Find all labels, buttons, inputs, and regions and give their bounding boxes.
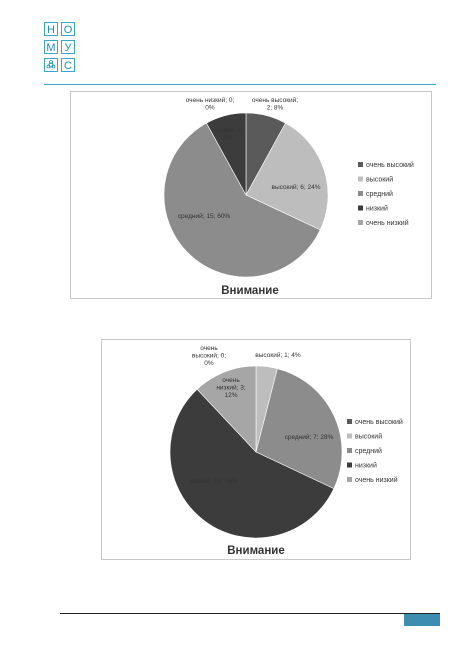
logo-letter: У xyxy=(61,40,75,54)
legend-swatch xyxy=(347,434,352,439)
data-label: очень высокий; 0; 0% xyxy=(191,345,227,367)
legend-swatch xyxy=(358,220,363,225)
data-label: низкий; 14; 56% xyxy=(190,478,238,485)
legend-label: низкий xyxy=(366,205,388,213)
data-label: низкий; 2; 8% xyxy=(213,127,243,142)
data-label: очень высокий; 2; 8% xyxy=(251,97,299,112)
pie-chart xyxy=(102,340,410,559)
data-label: очень низкий; 3; 12% xyxy=(216,377,246,399)
header-divider xyxy=(44,84,436,85)
legend-swatch xyxy=(347,448,352,453)
legend-swatch xyxy=(347,419,352,424)
data-label: средний; 7; 28% xyxy=(284,434,334,441)
data-label: средний; 15; 60% xyxy=(177,213,231,220)
pie-chart xyxy=(71,92,431,298)
legend-swatch xyxy=(358,177,363,182)
legend-label: высокий xyxy=(355,433,383,441)
logo-letter: М xyxy=(44,40,58,54)
data-label: очень низкий; 0; 0% xyxy=(185,97,235,112)
legend-swatch xyxy=(347,463,352,468)
chart-frame xyxy=(70,91,432,299)
page-number-box xyxy=(404,614,440,626)
legend-swatch xyxy=(358,162,363,167)
chart-title: Внимание xyxy=(221,285,279,297)
legend-label: очень низкий xyxy=(366,220,409,227)
legend-label: средний xyxy=(366,191,393,198)
logo-letter: С xyxy=(61,58,75,72)
logo-letter: Н xyxy=(44,22,58,36)
legend-swatch xyxy=(347,477,352,482)
legend-label: высокий xyxy=(366,176,394,184)
legend-swatch xyxy=(358,206,363,211)
legend-label: очень высокий xyxy=(355,419,403,426)
legend-swatch xyxy=(358,191,363,196)
legend-label: средний xyxy=(355,448,382,455)
flower-icon xyxy=(44,58,58,72)
chart-title: Внимание xyxy=(227,545,285,557)
data-label: высокий; 6; 24% xyxy=(271,184,321,191)
chart-frame xyxy=(101,339,411,560)
legend-label: очень низкий xyxy=(355,477,398,484)
footer-divider xyxy=(60,613,440,614)
legend-label: низкий xyxy=(355,462,377,470)
logo-letter: О xyxy=(61,22,75,36)
legend-label: очень высокий xyxy=(366,162,414,169)
data-label: высокий; 1; 4% xyxy=(255,352,301,359)
